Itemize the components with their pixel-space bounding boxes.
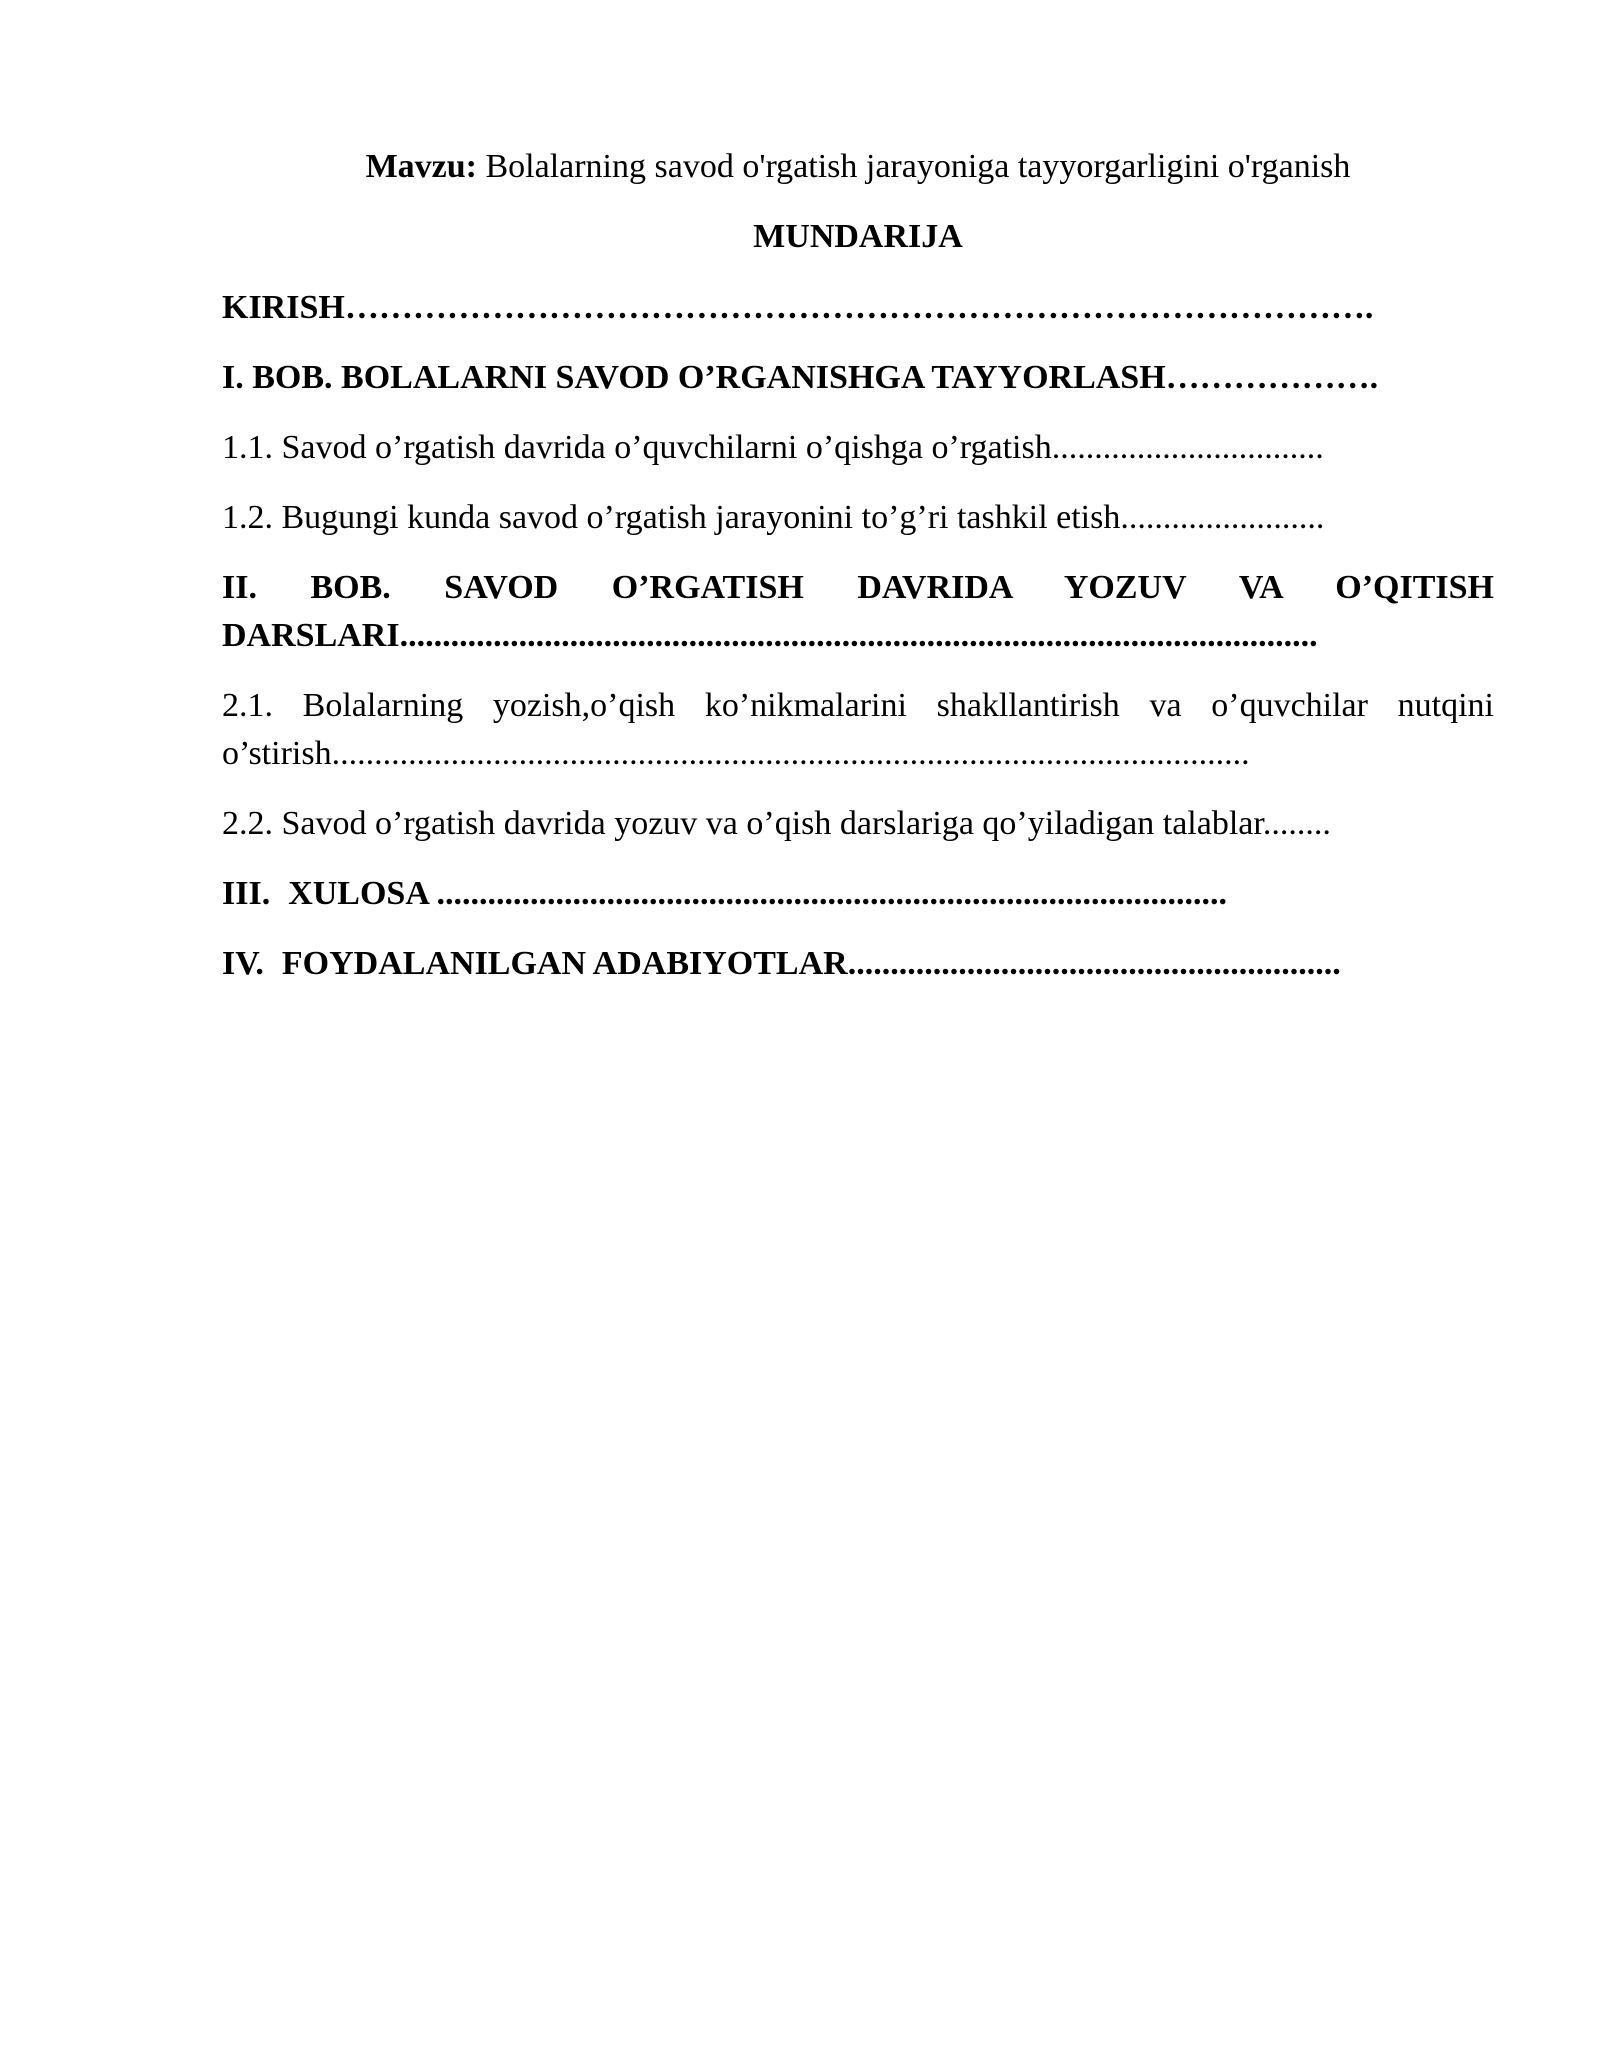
toc-entry-references xyxy=(222,940,1494,988)
toc-entry-section-2-1: 2.1. Bolalarning yozish,o’qish ko’nikmalarini shakllantirish va o’quvchilar nutqini o’stirish............................................................................................................ xyxy=(222,687,1494,772)
toc-entry-chapter-1: I. BOB. BOLALARNI SAVOD O’RGANISHGA TAYYORLASH………………. xyxy=(222,359,1379,396)
toc-entry-section-1-1: 1.1. Savod o’rgatish davrida o’quvchilarni o’qishga o’rgatish................................ xyxy=(222,429,1324,466)
topic-line xyxy=(222,144,1494,190)
topic-label: Mavzu: xyxy=(365,148,477,185)
toc-entry-conclusion-number: III. xyxy=(222,875,271,912)
toc-entry-conclusion xyxy=(222,870,1494,918)
toc-title: MUNDARIJA xyxy=(753,218,963,255)
toc-entry-references-text: FOYDALANILGAN ADABIYOTLAR.......................................................... xyxy=(281,945,1341,982)
topic-text: Bolalarning savod o'rgatish jarayoniga tayyorgarligini o'rganish xyxy=(485,148,1351,185)
toc-entry-conclusion-text: XULOSA ............................................................................................. xyxy=(288,875,1228,912)
toc-entry-references-number: IV. xyxy=(222,945,264,982)
toc-entry-chapter-2: II. BOB. SAVOD O’RGATISH DAVRIDA YOZUV VA O’QITISH DARSLARI............................................................................................................ xyxy=(222,569,1494,654)
toc-entry-section-2-2: 2.2. Savod o’rgatish davrida yozuv va o’qish darslariga qo’yiladigan talablar........ xyxy=(222,805,1331,842)
toc-entry-introduction: KIRISH………………………………………………………………………………. xyxy=(222,289,1374,326)
document-content xyxy=(222,144,1494,1010)
toc-entry-section-1-2: 1.2. Bugungi kunda savod o’rgatish jarayonini to’g’ri tashkil etish........................ xyxy=(222,499,1325,536)
